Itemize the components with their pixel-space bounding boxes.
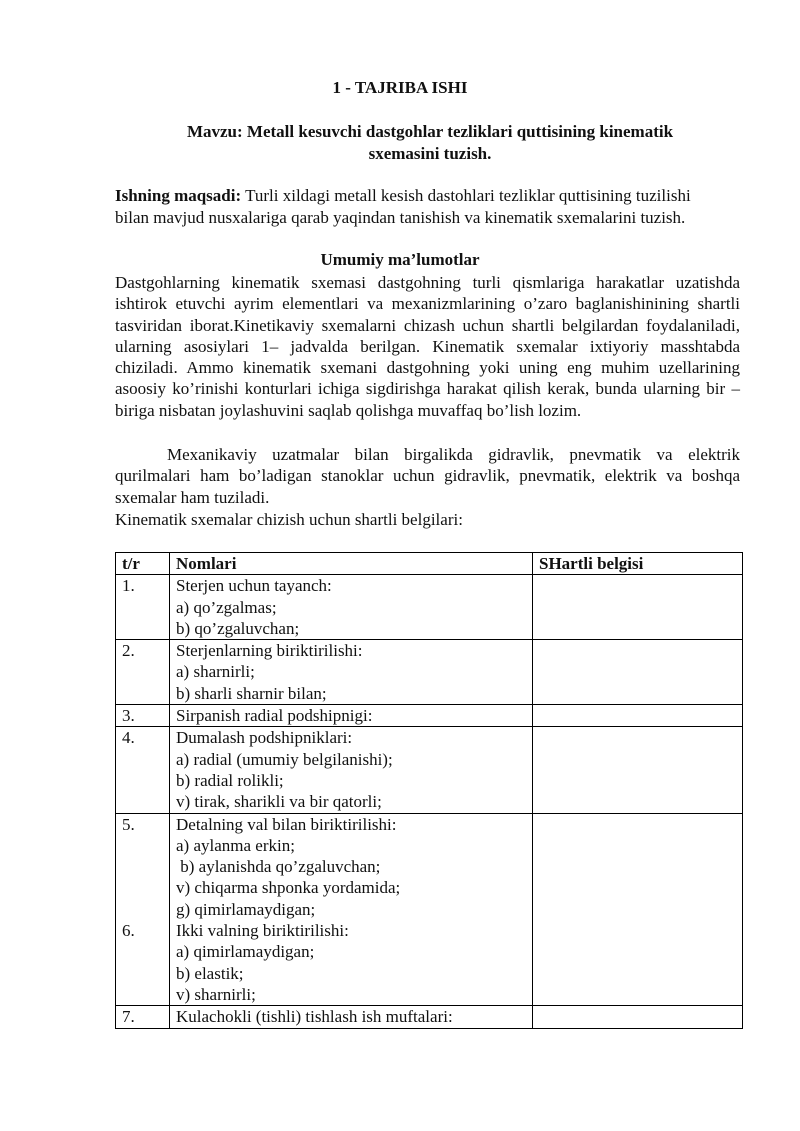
table-body: [116, 575, 743, 1028]
table-row: [116, 920, 743, 1006]
row-name-cell: [170, 813, 533, 920]
row-name-cell: [170, 920, 533, 1006]
row-name-cell: [170, 575, 533, 640]
row-symbol-cell: [533, 640, 743, 705]
row-name: Sterjen uchun tayanch:: [176, 576, 332, 596]
row-subitem: b) aylanishda qo’zgaluvchan;: [176, 857, 381, 877]
aim-text: Turli xildagi metall kesish dastohlari tezliklar quttisining tuzilishi bilan mavjud nusxalariga qarab yaqindan tanishish va kinematik sxemalarini tuzish.: [115, 186, 691, 227]
aim-paragraph: [115, 185, 715, 229]
row-symbol-cell: [533, 575, 743, 640]
row-name: Sirpanish radial podshipnigi:: [176, 706, 373, 726]
row-number: 7.: [116, 1006, 170, 1028]
aim-label: Ishning maqsadi:: [115, 186, 242, 205]
row-symbol-cell: [533, 813, 743, 920]
row-subitem: a) qo’zgalmas;: [176, 597, 277, 617]
page-title: 1 - TAJRIBA ISHI: [332, 78, 468, 97]
table-row: [116, 727, 743, 813]
row-name-cell: [170, 705, 533, 727]
row-subitem: b) qo’zgaluvchan;: [176, 618, 300, 638]
row-name: Ikki valning biriktirilishi:: [176, 921, 349, 941]
table-row: [116, 575, 743, 640]
body-paragraph-2: Mexanikaviy uzatmalar bilan birgalikda gidravlik, pnevmatik va elektrik qurilmalari ham bo’ladigan stanoklar uchun gidravlik, pnevmatik, elektrik va boshqa sxemalar ham tuziladi.: [115, 445, 740, 507]
row-name: Kulachokli (tishli) tishlash ish muftalari:: [176, 1007, 453, 1027]
row-subitem: g) qimirlamaydigan;: [176, 899, 316, 919]
section-heading: Umumiy ma’lumotlar: [320, 250, 480, 269]
row-subitem: b) sharli sharnir bilan;: [176, 683, 327, 703]
row-subitem: a) qimirlamaydigan;: [176, 942, 315, 962]
row-subitem: v) chiqarma shponka yordamida;: [176, 878, 401, 898]
row-subitem: b) elastik;: [176, 963, 244, 983]
row-number: 5.: [116, 813, 170, 920]
symbols-table: [115, 552, 743, 1029]
row-name-cell: [170, 640, 533, 705]
table-header-row: [116, 553, 743, 575]
row-number: 4.: [116, 727, 170, 813]
row-symbol-cell: [533, 920, 743, 1006]
row-name-cell: [170, 727, 533, 813]
row-number: 3.: [116, 705, 170, 727]
table-caption: Kinematik sxemalar chizish uchun shartli belgilari:: [115, 510, 463, 529]
row-name: Detalning val bilan biriktirilishi:: [176, 814, 397, 834]
row-number: 6.: [116, 920, 170, 1006]
row-subitem: a) radial (umumiy belgilanishi);: [176, 749, 393, 769]
body-paragraph-1: Dastgohlarning kinematik sxemasi dastgohning turli qismlariga harakatlar uzatishda ishtirok etuvchi ayrim elementlari va mexanizmlarining o’zaro baglanishinining shartli tasviridan iborat.Kinetikaviy sxemalarni chizash uchun shartli belgilardan foydalaniladi, ularning asosiylari 1– jadvalda berilgan. Kinematik sxemalar ixtiyoriy masshtabda chiziladi. Ammo kinematik sxemani dastgohning yoki uning eng muhim uzellarining asoosiy ko’rinishi konturlari ichiga sigdirishga harakat qilish kerak, bunda ularning bir – biriga nisbatan joylashuvini saqlab qolishga muvaffaq bo’lish lozim.: [115, 273, 740, 420]
header-symbol: SHartli belgisi: [533, 553, 743, 575]
row-subitem: a) aylanma erkin;: [176, 835, 295, 855]
row-symbol-cell: [533, 1006, 743, 1028]
header-number: t/r: [116, 553, 170, 575]
row-subitem: b) radial rolikli;: [176, 770, 284, 790]
row-subitem: v) sharnirli;: [176, 984, 256, 1004]
row-number: 1.: [116, 575, 170, 640]
row-symbol-cell: [533, 727, 743, 813]
row-subitem: v) tirak, sharikli va bir qatorli;: [176, 792, 382, 812]
table-row: [116, 705, 743, 727]
header-name: Nomlari: [170, 553, 533, 575]
row-subitem: a) sharnirli;: [176, 662, 255, 682]
table-row: [116, 1006, 743, 1028]
row-symbol-cell: [533, 705, 743, 727]
row-name-cell: [170, 1006, 533, 1028]
table-row: [116, 813, 743, 920]
topic-heading: Mavzu: Metall kesuvchi dastgohlar tezliklari quttisining kinematik sxemasini tuzish.: [186, 122, 674, 163]
row-name: Sterjenlarning biriktirilishi:: [176, 641, 363, 661]
row-number: 2.: [116, 640, 170, 705]
row-name: Dumalash podshipniklari:: [176, 728, 353, 748]
table-row: [116, 640, 743, 705]
